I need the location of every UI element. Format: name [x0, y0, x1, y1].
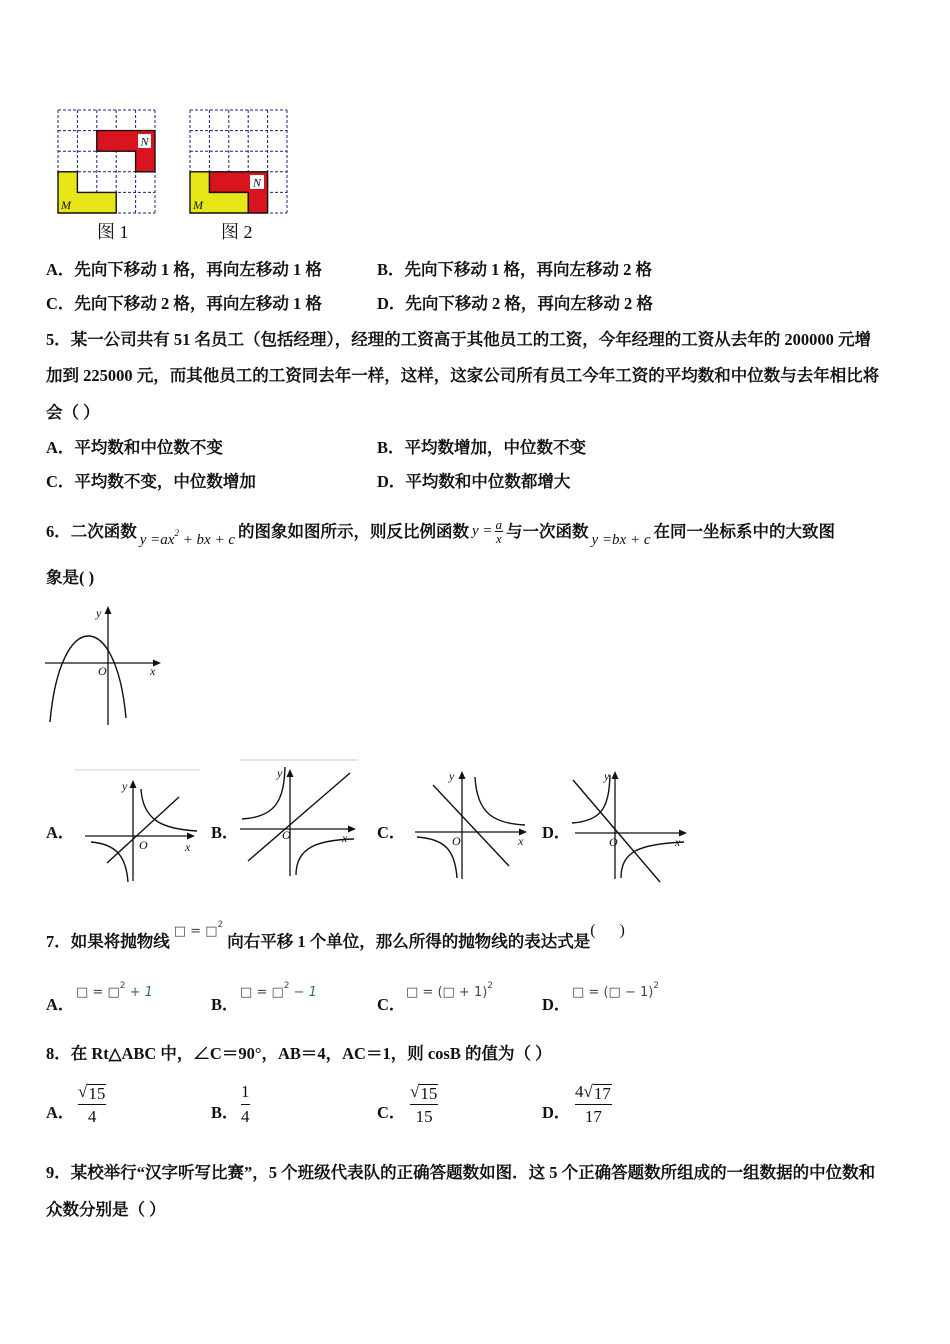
- y-axis-arrow: [105, 606, 112, 614]
- fraction-numerator: [78, 1082, 106, 1102]
- linear-function-line: [248, 773, 350, 861]
- option-label: A．: [46, 260, 75, 279]
- q6-option-a-label: A．: [46, 823, 75, 842]
- answer-blank: ( ): [590, 922, 625, 939]
- x-axis-label: x: [150, 664, 156, 678]
- formula-tail: + 1: [125, 985, 153, 1000]
- q6-stem-line-1: [46, 517, 835, 548]
- quadratic-exponent: 2: [174, 527, 179, 538]
- inverse-fraction: [495, 518, 504, 545]
- numerator-value: 1: [241, 1082, 250, 1101]
- q6-option-d-graph: [568, 765, 693, 885]
- linear-function-line: [573, 780, 660, 882]
- q7-option-d-formula: [572, 980, 660, 1003]
- quadratic-base: y =ax: [139, 531, 175, 548]
- q6-option-b-graph: [238, 755, 363, 880]
- y-axis-arrow: [287, 769, 294, 777]
- y-axis-arrow: [612, 771, 619, 779]
- origin-label: O: [139, 838, 148, 852]
- option-text: 先向下移动 1 格，再向左移动 2 格: [404, 260, 653, 279]
- option-label: A．: [46, 438, 75, 457]
- fraction-numerator: [410, 1082, 438, 1102]
- option-label: B．: [377, 260, 405, 279]
- q6-option-b-label: B．: [211, 823, 239, 842]
- radicand: 17: [593, 1084, 611, 1103]
- origin-label: O: [452, 834, 461, 848]
- formula-exponent: 2: [283, 980, 290, 991]
- formula-main: □ = □: [173, 924, 218, 939]
- formula-exponent: 2: [487, 980, 494, 991]
- q6-middle-text-2: 与一次函数: [506, 521, 589, 541]
- q7-option-a-formula: [76, 980, 153, 1003]
- fraction-bar: [575, 1104, 612, 1105]
- q7-stem: [46, 919, 625, 952]
- linear-function-line: [433, 785, 509, 866]
- option-text: 平均数和中位数都增大: [405, 472, 571, 491]
- q7-option-a-label: A．: [46, 995, 75, 1014]
- q6-suffix: 在同一坐标系中的大致图: [653, 521, 835, 541]
- q7-option-c-formula: [406, 980, 494, 1003]
- q8-option-b-label: B．: [211, 1103, 239, 1122]
- n-label: N: [140, 134, 149, 149]
- hyperbola-branch-q1: [475, 777, 525, 825]
- inverse-lhs: y =: [472, 522, 493, 539]
- option-label: C．: [46, 472, 75, 491]
- q8-option-a-label: A．: [46, 1103, 75, 1122]
- q8-option-b-fraction: [239, 1082, 252, 1127]
- fraction-bar: [78, 1104, 106, 1105]
- formula-exponent: 2: [653, 980, 660, 991]
- option-label: D．: [377, 472, 406, 491]
- formula-exponent: 2: [217, 919, 224, 930]
- coefficient: 4: [575, 1082, 584, 1101]
- x-axis-label: x: [518, 834, 524, 848]
- q7-given-formula: [173, 919, 224, 942]
- radicand: 15: [88, 1084, 106, 1103]
- q7-suffix: 向右平移 1 个单位，那么所得的抛物线的表达式是: [227, 932, 591, 951]
- q5-stem-line-1: 5．某一公司共有 51 名员工（包括经理），经理的工资高于其他员工的工资，今年经理的工资从去年的 200000 元增: [46, 330, 871, 349]
- q6-option-c-graph: [405, 765, 530, 885]
- q9-stem-line-2: 众数分别是（ ）: [46, 1200, 166, 1219]
- q8-option-c-fraction: [408, 1082, 440, 1127]
- q5-stem-line-3: 会（ ）: [46, 403, 100, 422]
- fraction-denominator: 4: [241, 1107, 250, 1126]
- parabola-graph: [40, 600, 170, 730]
- formula-main: □ = □: [240, 985, 284, 1000]
- y-axis-label: y: [122, 779, 128, 793]
- y-axis-arrow: [130, 780, 137, 788]
- sqrt-symbol: √: [583, 1082, 593, 1101]
- y-axis-arrow: [459, 771, 466, 779]
- n-label: N: [252, 175, 262, 190]
- y-axis-label: y: [277, 766, 283, 780]
- q6-stem-line-2: 象是( ): [46, 568, 95, 587]
- q4-option-b: [377, 260, 652, 280]
- x-axis-arrow: [187, 833, 195, 840]
- option-text: 先向下移动 2 格，再向左移动 1 格: [74, 294, 322, 313]
- grid-figure-1: [57, 109, 157, 215]
- grid-figure-2: [189, 109, 289, 215]
- linear-function-line: [107, 797, 179, 863]
- linear-formula: y =bx + c: [591, 531, 651, 548]
- y-axis-label: y: [604, 769, 610, 783]
- q7-option-b-formula: [240, 980, 317, 1003]
- formula-main: □ = (□ − 1): [572, 985, 654, 1000]
- origin-label: O: [282, 828, 291, 842]
- option-text: 先向下移动 2 格，再向左移动 2 格: [405, 294, 653, 313]
- q5-option-a: [46, 438, 223, 458]
- sqrt-symbol: √: [78, 1082, 88, 1101]
- option-text: 平均数不变，中位数增加: [74, 472, 256, 491]
- formula-tail: − 1: [289, 985, 317, 1000]
- q5-option-c: [46, 472, 256, 492]
- q6-option-a-graph: [75, 765, 205, 887]
- q5-option-b: [377, 438, 586, 458]
- inverse-formula: [472, 518, 503, 545]
- option-text: 平均数增加，中位数不变: [404, 438, 587, 457]
- quadratic-rest: + bx + c: [178, 531, 235, 548]
- x-axis-label: x: [185, 840, 191, 854]
- fraction-bar: [241, 1104, 250, 1105]
- q8-stem: 8．在 Rt△ABC 中，∠C＝90°，AB＝4，AC＝1，则 cosB 的值为（ ）: [46, 1044, 552, 1063]
- figure-1-caption: 图 1: [97, 222, 129, 242]
- option-text: 平均数和中位数不变: [74, 438, 223, 457]
- formula-main: □ = □: [76, 985, 120, 1000]
- sqrt-symbol: √: [410, 1082, 420, 1101]
- q5-stem-line-2: 加到 225000 元，而其他员工的工资同去年一样，这样，这家公司所有员工今年工资的平均数和中位数与去年相比将: [46, 366, 880, 385]
- q4-option-c: [46, 294, 322, 314]
- formula-main: □ = (□ + 1): [406, 985, 488, 1000]
- q6-option-c-label: C．: [377, 823, 406, 842]
- q5-option-d: [377, 472, 570, 492]
- inverse-denominator: x: [495, 531, 502, 546]
- fraction-numerator: [241, 1082, 250, 1102]
- m-label: M: [61, 198, 71, 212]
- q8-option-c-label: C．: [377, 1103, 406, 1122]
- fraction-denominator: 4: [87, 1107, 97, 1126]
- parabola-curve: [50, 636, 126, 722]
- origin-label: O: [609, 835, 618, 849]
- option-label: B．: [377, 438, 405, 457]
- option-text: 先向下移动 1 格，再向左移动 1 格: [74, 260, 322, 279]
- q7-option-c-label: C．: [377, 995, 406, 1014]
- q9-stem-line-1: 9．某校举行“汉字听写比赛”，5 个班级代表队的正确答题数如图．这 5 个正确答题数所组成的一组数据的中位数和: [46, 1163, 876, 1182]
- quadratic-formula: [139, 527, 235, 550]
- q7-option-b-label: B．: [211, 995, 239, 1014]
- q6-middle-text-1: 的图象如图所示，则反比例函数: [238, 521, 469, 541]
- q7-prefix: 7．如果将抛物线: [46, 932, 170, 951]
- q8-option-a-fraction: [76, 1082, 108, 1127]
- origin-label: O: [98, 664, 107, 678]
- fraction-denominator: 17: [584, 1107, 602, 1126]
- q4-option-d: [377, 294, 653, 314]
- q6-prefix: 6．二次函数: [46, 521, 137, 541]
- q8-option-d-fraction: [573, 1082, 614, 1127]
- y-axis-label: y: [96, 606, 102, 620]
- inverse-numerator: a: [495, 517, 503, 532]
- x-axis-label: x: [675, 835, 681, 849]
- q8-option-d-label: D．: [542, 1103, 571, 1122]
- formula-exponent: 2: [119, 980, 126, 991]
- q7-option-d-label: D．: [542, 995, 571, 1014]
- figure-2-caption: 图 2: [221, 222, 253, 242]
- option-label: D．: [377, 294, 406, 313]
- y-axis-label: y: [449, 769, 455, 783]
- hyperbola-branch-q3: [417, 837, 457, 878]
- x-axis-arrow: [348, 826, 356, 833]
- q4-option-a: [46, 260, 322, 280]
- fraction-numerator: [575, 1082, 612, 1102]
- option-label: C．: [46, 294, 75, 313]
- fraction-bar: [410, 1104, 438, 1105]
- radicand: 15: [420, 1084, 438, 1103]
- x-axis-label: x: [342, 831, 348, 845]
- fraction-denominator: 15: [415, 1107, 433, 1126]
- q6-option-d-label: D．: [542, 823, 571, 842]
- m-label: M: [193, 198, 203, 212]
